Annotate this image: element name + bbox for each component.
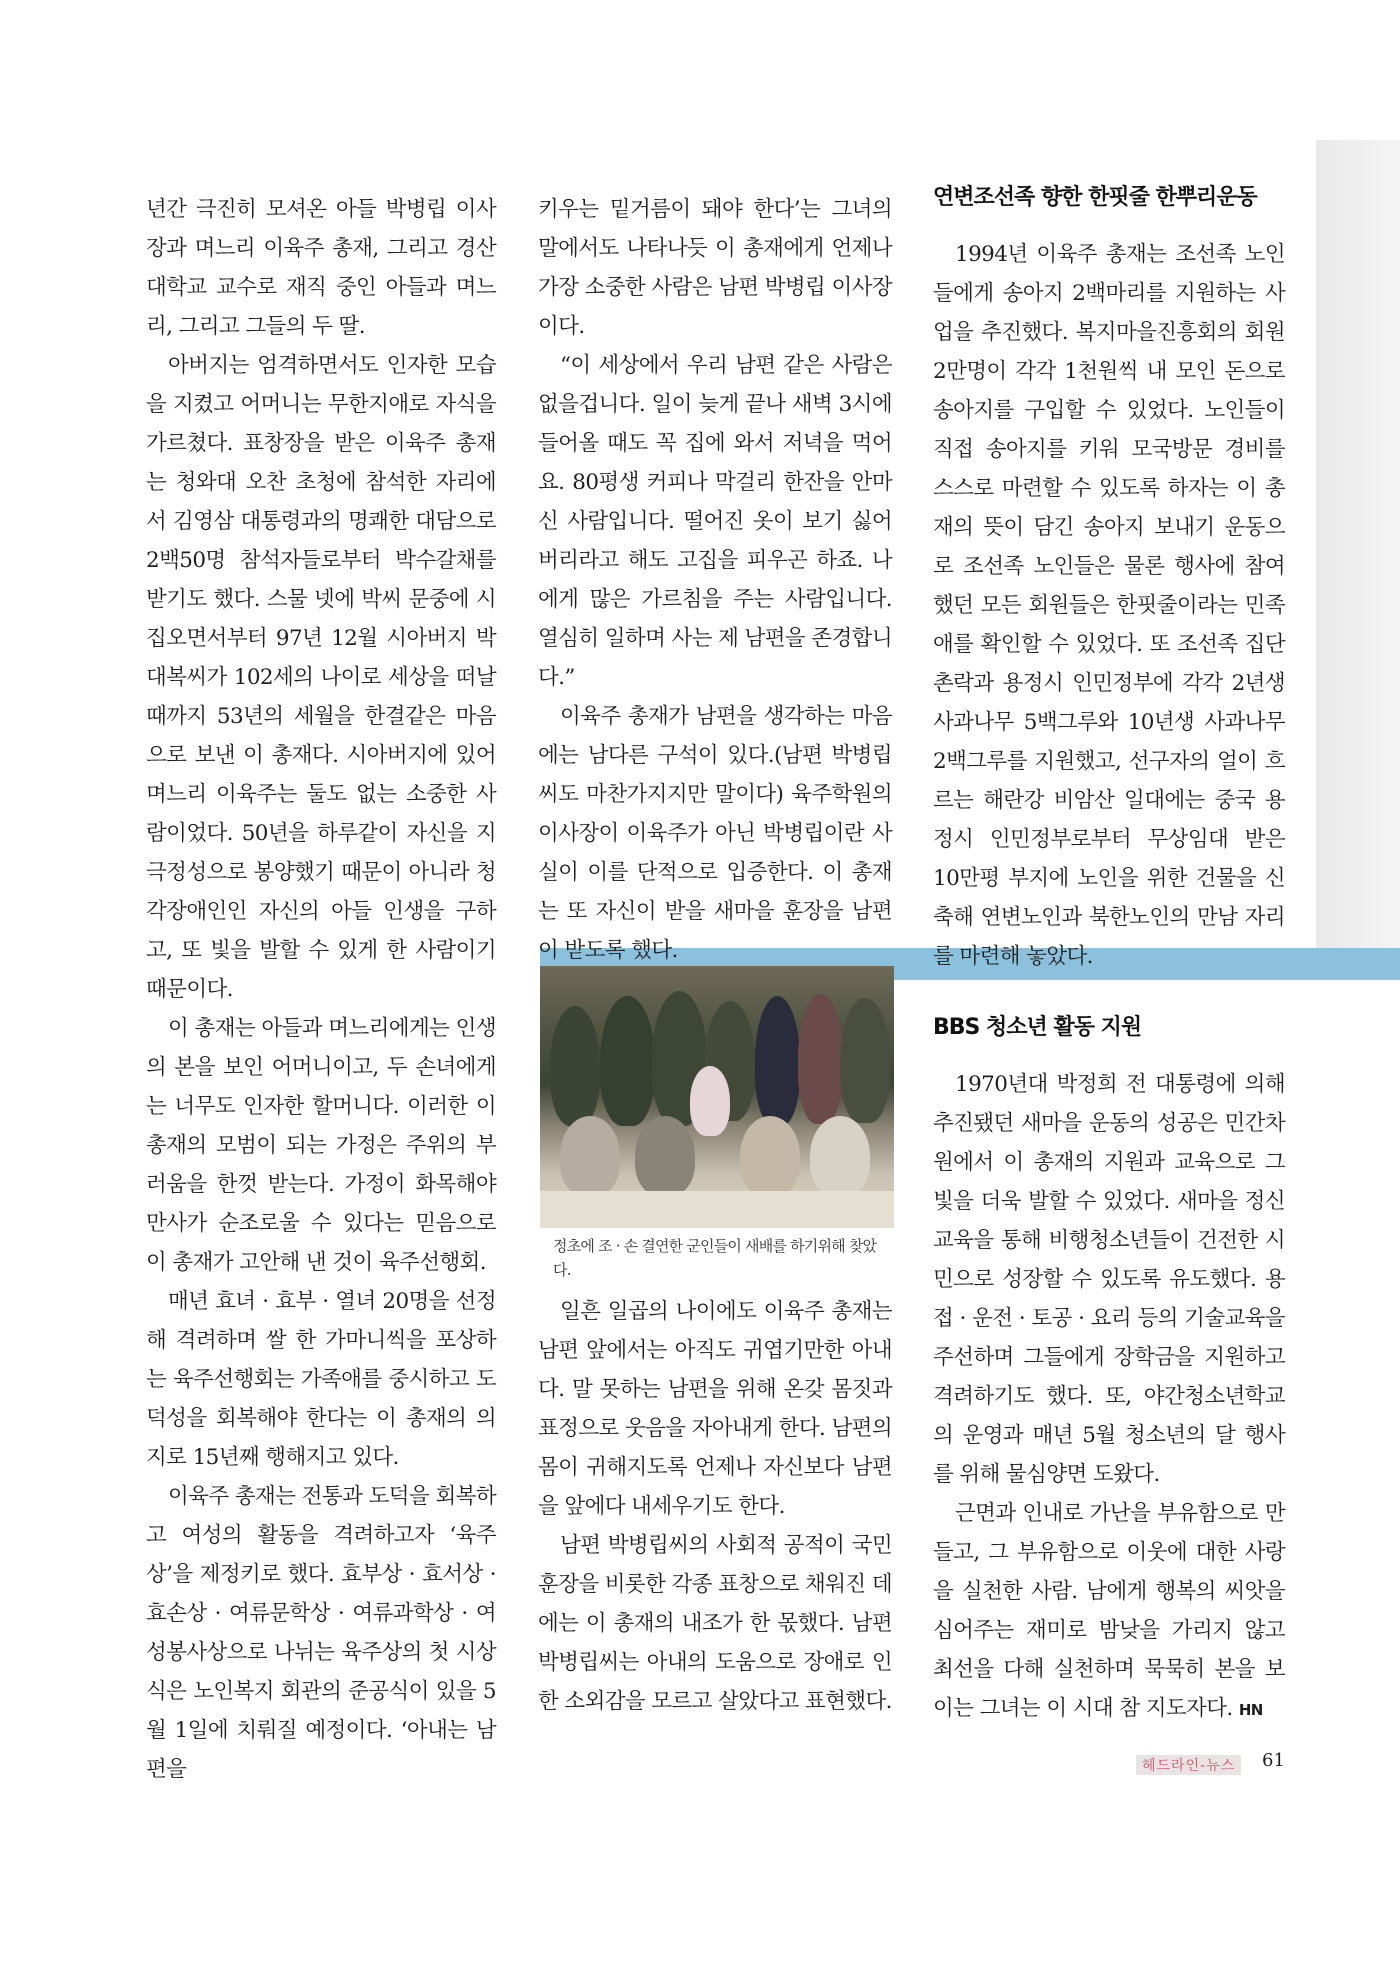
- section-heading: BBS 청소년 활동 지원: [933, 1015, 1142, 1040]
- group-photo: [540, 966, 894, 1228]
- article-column-2-lower: [538, 1292, 892, 1721]
- paragraph: 남편 박병립씨의 사회적 공적이 국민훈장을 비롯한 각종 표창으로 채워진 데에는 이 총재의 내조가 한 몫했다. 남편 박병립씨는 아내의 도움으로 장애로 인한 소외감을 모르고 살았다고 표현했다.: [538, 1533, 892, 1714]
- article-column-2: [538, 190, 892, 970]
- paragraph: 일흔 일곱의 나이에도 이육주 총재는 남편 앞에서는 아직도 귀엽기만한 아내다. 말 못하는 남편을 위해 온갖 몸짓과 표정으로 웃음을 자아내게 한다. 남편의 몸이 귀해지도록 언제나 자신보다 남편을 앞에다 내세우기도 한다.: [538, 1299, 892, 1519]
- paragraph: 아버지는 엄격하면서도 인자한 모습을 지켰고 어머니는 무한지애로 자식을 가르쳤다. 표창장을 받은 이육주 총재는 청와대 오찬 초청에 참석한 자리에서 김영삼 대통령과의 명쾌한 대담으로 2백50명 참석자들로부터 박수갈채를 받기도 했다. 스물 넷에 박씨 문중에 시집오면서부터 97년 12월 시아버지 박대복씨가 102세의 나이로 세상을 떠날때까지 53년의 세월을 한결같은 마음으로 보낸 이 총재다. 시아버지에 있어 며느리 이육주는 둘도 없는 소중한 사람이었다. 50년을 하루같이 자신을 지극정성으로 봉양했기 때문이 아니라 청각장애인인 자신의 아들 인생을 구하고, 또 빛을 발할 수 있게 한 사람이기 때문이다.: [146, 353, 496, 1002]
- paragraph: 이육주 총재가 남편을 생각하는 마음에는 남다른 구석이 있다.(남편 박병립씨도 마찬가지지만 말이다) 육주학원의 이사장이 이육주가 아닌 박병립이란 사실이 이를 단적으로 입증한다. 이 총재는 또 자신이 받을 새마을 훈장을 남편이 받도록 했다.: [538, 704, 892, 963]
- magazine-brand: 헤드라인-뉴스: [1136, 1755, 1241, 1775]
- author-sign: HN: [1238, 1701, 1263, 1719]
- section-heading: 연변조선족 향한 한핏줄 한뿌리운동: [933, 185, 1257, 210]
- paragraph: 이 총재는 아들과 며느리에게는 인생의 본을 보인 어머니이고, 두 손녀에게는 너무도 인자한 할머니다. 이러한 이 총재의 모범이 되는 가정은 주위의 부러움을 한껏 받는다. 가정이 화목해야 만사가 순조로울 수 있다는 믿음으로 이 총재가 고안해 낸 것이 육주선행회.: [146, 1016, 496, 1275]
- paragraph: [933, 1494, 1285, 1730]
- side-shade: [1316, 140, 1400, 950]
- photo-caption: 정초에 조 · 손 결연한 군인들이 새배를 하기위해 찾았다.: [553, 1237, 877, 1279]
- paragraph: 1994년 이육주 총재는 조선족 노인들에게 송아지 2백마리를 지원하는 사업을 추진했다. 복지마을진흥회의 회원 2만명이 각각 1천원씩 내 모인 돈으로 송아지를 구입할 수 있었다. 노인들이 직접 송아지를 키워 모국방문 경비를 스스로 마련할 수 있도록 하자는 이 총재의 뜻이 담긴 송아지 보내기 운동으로 조선족 노인들은 물론 행사에 참여했던 모든 회원들은 한핏줄이라는 민족애를 확인할 수 있었다. 또 조선족 집단촌락과 용정시 인민정부에 각각 2년생 사과나무 5백그루와 10년생 사과나무 2백그루를 지원했고, 선구자의 얼이 흐르는 해란강 비암산 일대에는 중국 용정시 인민정부로부터 무상임대 받은 10만평 부지에 노인을 위한 건물을 신축해 연변노인과 북한노인의 만남 자리를 마련해 놓았다.: [933, 242, 1285, 969]
- paragraph: 이육주 총재는 전통과 도덕을 회복하고 여성의 활동을 격려하고자 ‘육주상’을 제정키로 했다. 효부상 · 효서상 · 효손상 · 여류문학상 · 여류과학상 · 여성봉사상으로 나뉘는 육주상의 첫 시상식은 노인복지 회관의 준공식이 있을 5월 1일에 치뤄질 예정이다. ‘아내는 남편을: [146, 1484, 496, 1782]
- paragraph-text: 근면과 인내로 가난을 부유함으로 만들고, 그 부유함으로 이웃에 대한 사랑을 실천한 사람. 남에게 행복의 씨앗을 심어주는 재미로 밤낮을 가리지 않고 최선을 다해 실천하며 묵묵히 본을 보이는 그녀는 이 시대 참 지도자다.: [933, 1501, 1285, 1721]
- paragraph: 키우는 밑거름이 돼야 한다’는 그녀의 말에서도 나타나듯 이 총재에게 언제나 가장 소중한 사람은 남편 박병립 이사장이다.: [538, 197, 892, 339]
- paragraph: 매년 효녀 · 효부 · 열녀 20명을 선정해 격려하며 쌀 한 가마니씩을 포상하는 육주선행회는 가족애를 중시하고 도덕성을 회복해야 한다는 이 총재의 의지로 15년째 행해지고 있다.: [146, 1289, 496, 1470]
- page-number: 61: [1262, 1750, 1285, 1771]
- article-column-3: [933, 178, 1285, 976]
- paragraph: 1970년대 박정희 전 대통령에 의해 추진됐던 새마을 운동의 성공은 민간차원에서 이 총재의 지원과 교육으로 그 빛을 더욱 발할 수 있었다. 새마을 정신교육을 통해 비행청소년들이 건전한 시민으로 성장할 수 있도록 유도했다. 용접 · 운전 · 토공 · 요리 등의 기술교육을 주선하며 그들에게 장학금을 지원하고 격려하기도 했다. 또, 야간청소년학교의 운영과 매년 5월 청소년의 달 행사를 위해 물심양면 도왔다.: [933, 1072, 1285, 1487]
- paragraph: “이 세상에서 우리 남편 같은 사람은 없을겁니다. 일이 늦게 끝나 새벽 3시에 들어올 때도 꼭 집에 와서 저녁을 먹어요. 80평생 커피나 막걸리 한잔을 안마신 사람입니다. 떨어진 옷이 보기 싫어 버리라고 해도 고집을 피우곤 하죠. 나에게 많은 가르침을 주는 사람입니다. 열심히 일하며 사는 제 남편을 존경합니다.”: [538, 353, 892, 690]
- article-column-1: [146, 190, 496, 1789]
- paragraph: 년간 극진히 모셔온 아들 박병립 이사장과 며느리 이육주 총재, 그리고 경산대학교 교수로 재직 중인 아들과 며느리, 그리고 그들의 두 딸.: [146, 197, 496, 339]
- article-column-3-lower: [933, 1008, 1285, 1730]
